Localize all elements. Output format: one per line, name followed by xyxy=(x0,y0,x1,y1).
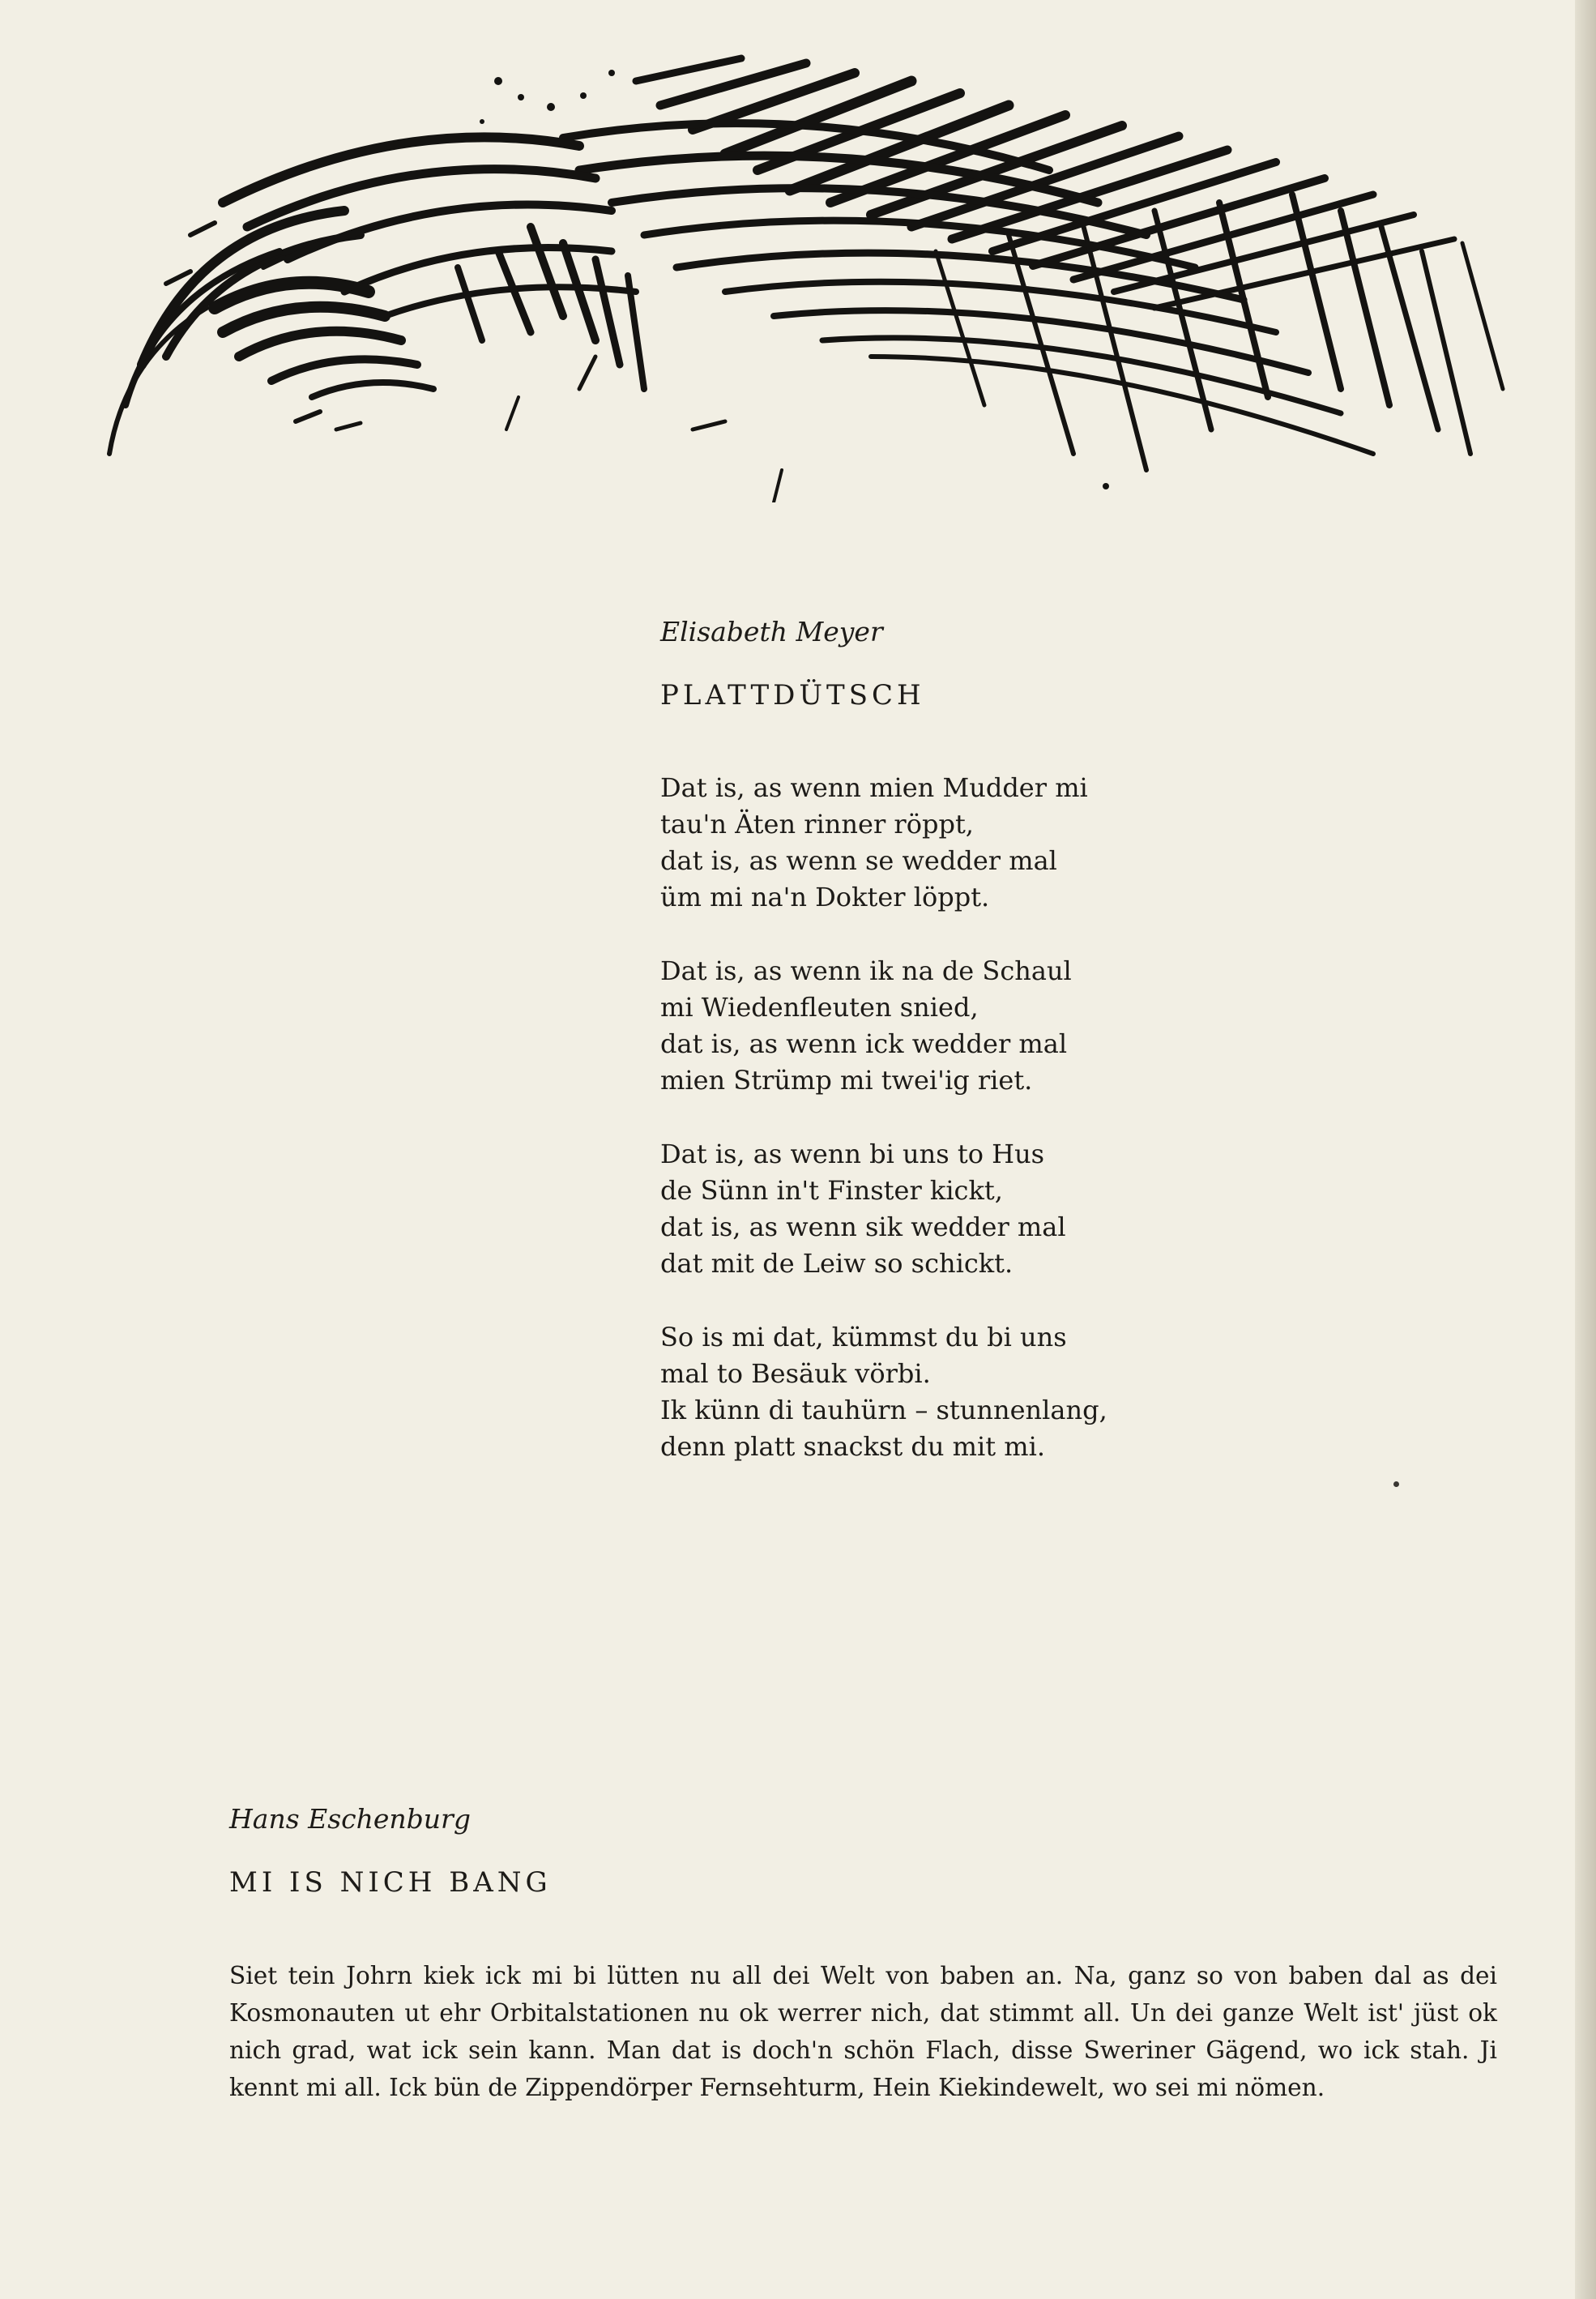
poem-line: dat mit de Leiw so schickt. xyxy=(660,1248,1014,1280)
prose-author: Hans Eschenburg xyxy=(229,1803,471,1835)
poem-line: Dat is, as wenn bi uns to Hus xyxy=(660,1139,1045,1170)
poem-line: de Sünn in't Finster kickt, xyxy=(660,1175,1003,1207)
prose-paragraph: Siet tein Johrn kiek ick mi bi lütten nu all dei Welt von baben an. Na, ganz so von baben dal as dei Kosmonauten ut ehr Orbitalstationen nu ok werrer nich, dat stimmt all. Un dei ganze Welt ist' jüst ok nich grad, wat ick sein kann. Man dat is doch'n schön Flach, disse Sweriner Gägend, wo ick stah. Ji kennt mi all. Ick bün de Zippendörper Fernsehturm, Hein Kiekindewelt, wo sei mi nömen. xyxy=(229,1962,1497,2102)
poem-line: dat is, as wenn se wedder mal xyxy=(660,845,1057,877)
poem-stanza xyxy=(660,1319,1389,1465)
poem-stanza xyxy=(660,953,1389,1099)
prose-section xyxy=(229,1803,1497,2106)
poem-stanza xyxy=(660,770,1389,916)
prose-title: MI IS NICH BANG xyxy=(229,1865,552,1899)
poem-title: PLATTDÜTSCH xyxy=(660,678,925,711)
poem-line: Ik künn di tauhürn – stunnenlang, xyxy=(660,1395,1107,1426)
poem-author: Elisabeth Meyer xyxy=(660,616,883,647)
poem-line: Dat is, as wenn mien Mudder mi xyxy=(660,772,1088,804)
poem-line: tau'n Äten rinner röppt, xyxy=(660,809,974,840)
poem-line: So is mi dat, kümmst du bi uns xyxy=(660,1322,1067,1353)
ink-speck xyxy=(1393,1481,1399,1487)
poem-stanza xyxy=(660,1136,1389,1282)
poem-line: mal to Besäuk vörbi. xyxy=(660,1358,931,1390)
poem-section xyxy=(660,616,1389,1502)
ink-brush-hair-illustration-icon xyxy=(77,49,1527,502)
poem-line: Dat is, as wenn ik na de Schaul xyxy=(660,955,1072,987)
poem-line: denn platt snackst du mit mi. xyxy=(660,1431,1045,1463)
poem-line: dat is, as wenn ick wedder mal xyxy=(660,1028,1068,1060)
poem-line: mi Wiedenfleuten snied, xyxy=(660,992,979,1023)
poem-line: dat is, as wenn sik wedder mal xyxy=(660,1211,1066,1243)
poem-line: üm mi na'n Dokter löppt. xyxy=(660,882,990,913)
poem-line: mien Strümp mi twei'ig riet. xyxy=(660,1065,1033,1096)
page-edge-shadow xyxy=(1575,0,1596,2299)
